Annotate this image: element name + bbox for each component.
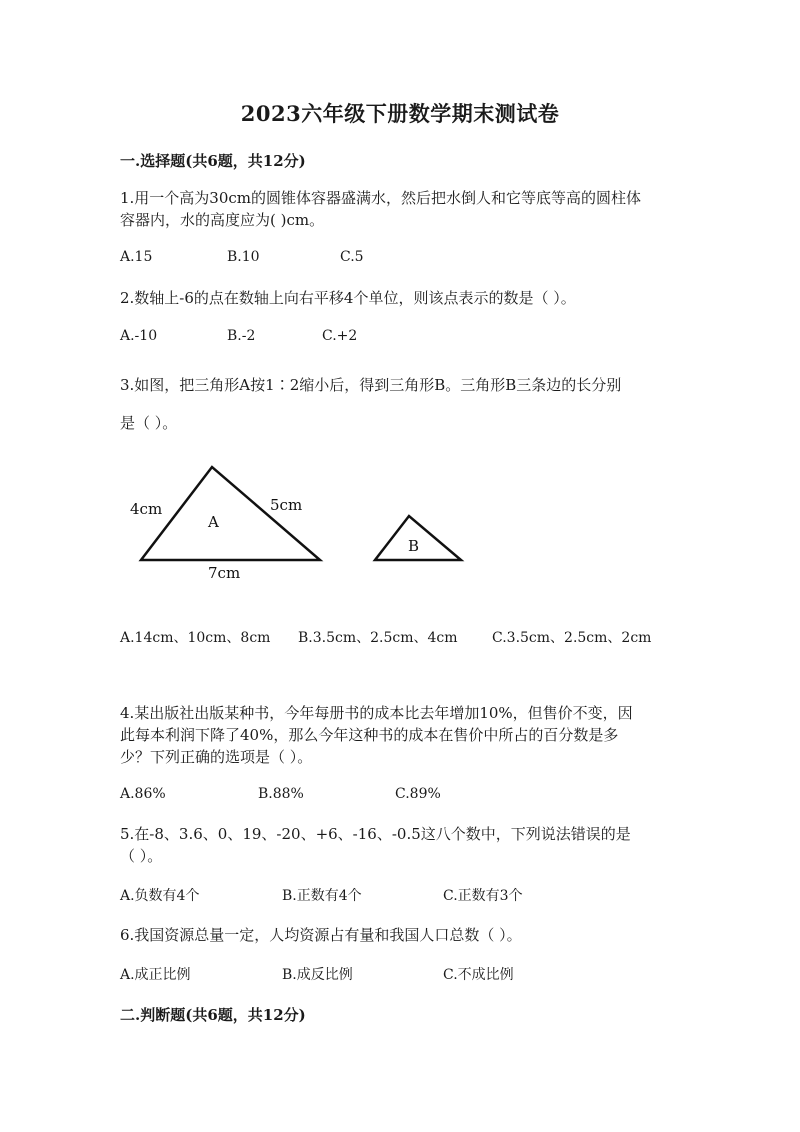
- question-5-line-2: （ ）。: [120, 847, 163, 865]
- triangle-a-label: A: [208, 513, 219, 531]
- question-5-option-c: C.正数有3个: [443, 888, 523, 904]
- question-6: [120, 924, 685, 946]
- question-3-line-1: 3.如图，把三角形A按1∶2缩小后，得到三角形B。三角形B三条边的长分别: [120, 376, 622, 394]
- side-right-label: 5cm: [270, 496, 303, 514]
- section-heading-choice: 一.选择题(共6题，共12分): [120, 152, 306, 170]
- question-2-option-a: A.-10: [120, 328, 158, 344]
- question-2: [120, 287, 685, 309]
- question-1-option-b: B.10: [227, 249, 260, 265]
- page-title: 2023六年级下册数学期末测试卷: [240, 101, 560, 126]
- question-3: [120, 366, 685, 442]
- question-4-option-a: A.86%: [120, 786, 166, 802]
- section-heading-judgement: 二.判断题(共6题，共12分): [120, 1006, 306, 1024]
- question-3-option-b: B.3.5cm、2.5cm、4cm: [298, 630, 458, 646]
- question-5: [120, 823, 685, 867]
- question-6-option-c: C.不成比例: [443, 967, 514, 983]
- question-4-option-c: C.89%: [395, 786, 441, 802]
- question-4-line-1: 4.某出版社出版某种书，今年每册书的成本比去年增加10%，但售价不变，因: [120, 704, 633, 722]
- question-6-option-b: B.成反比例: [282, 967, 353, 983]
- question-4-line-2: 此每本利润下降了40%，那么今年这种书的成本在售价中所占的百分数是多: [120, 726, 619, 744]
- question-3-option-c: C.3.5cm、2.5cm、2cm: [492, 630, 652, 646]
- question-5-option-b: B.正数有4个: [282, 888, 362, 904]
- question-2-option-c: C.+2: [322, 328, 358, 344]
- question-6-line-1: 6.我国资源总量一定，人均资源占有量和我国人口总数（ ）。: [120, 926, 522, 944]
- question-1: [120, 187, 685, 231]
- question-5-line-1: 5.在-8、3.6、0、19、-20、+6、-16、-0.5这八个数中，下列说法错误的是: [120, 825, 631, 843]
- question-1-option-a: A.15: [120, 249, 153, 265]
- triangle-b-label: B: [408, 537, 420, 555]
- question-5-option-a: A.负数有4个: [120, 888, 200, 904]
- question-4: [120, 702, 685, 768]
- question-1-line-2: 容器内，水的高度应为( )cm。: [120, 211, 325, 229]
- question-4-line-3: 少？下列正确的选项是（ ）。: [120, 748, 313, 766]
- question-1-line-1: 1.用一个高为30cm的圆锥体容器盛满水，然后把水倒人和它等底等高的圆柱体: [120, 189, 642, 207]
- question-2-line-1: 2.数轴上-6的点在数轴上向右平移4个单位，则该点表示的数是（ ）。: [120, 289, 576, 307]
- side-left-label: 4cm: [130, 500, 163, 518]
- question-2-option-b: B.-2: [227, 328, 256, 344]
- question-3-line-2: 是（ ）。: [120, 414, 178, 432]
- question-6-option-a: A.成正比例: [120, 967, 191, 983]
- side-bottom-label: 7cm: [208, 564, 241, 582]
- question-3-option-a: A.14cm、10cm、8cm: [120, 630, 271, 646]
- triangle-figure: [120, 455, 480, 590]
- question-1-option-c: C.5: [340, 249, 364, 265]
- question-4-option-b: B.88%: [258, 786, 304, 802]
